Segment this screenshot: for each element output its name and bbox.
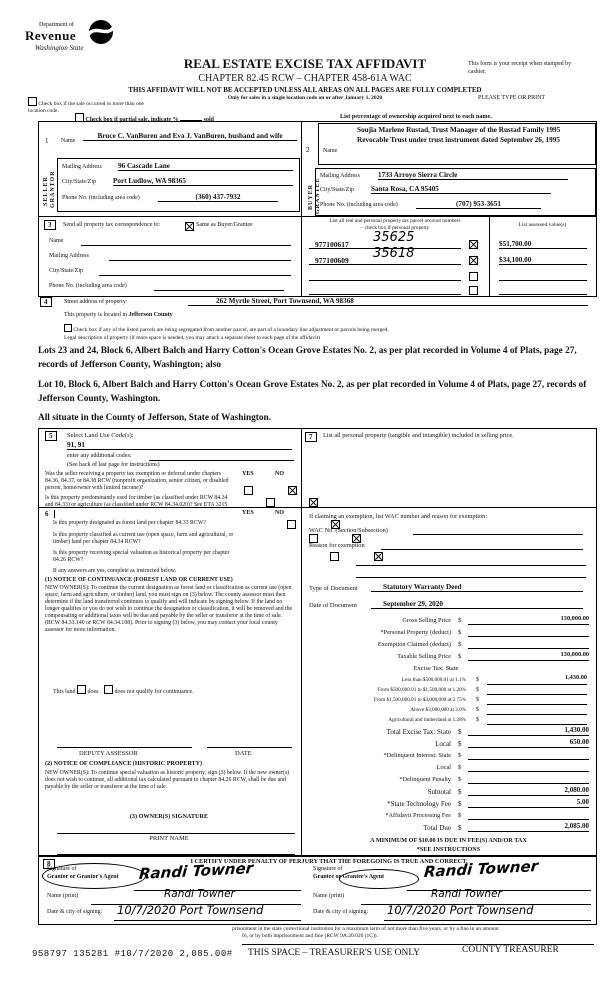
grantor-print-label: Name (print) — [47, 893, 79, 899]
party-table — [38, 121, 597, 297]
row-value[interactable] — [468, 774, 589, 784]
grantee-date-value[interactable]: 10/7/2020 Port Townsend — [387, 903, 534, 917]
s6-q2-text: Is this property classified as current use (open space, farm and agricultural, or timber) land per chapter 84.34 RCW? — [53, 532, 234, 546]
seller-name-label: Name — [61, 138, 76, 144]
s6-q1-text: Is this property designated as forest land per chapter 84.33 RCW? — [53, 520, 206, 526]
multi-location-label: Check box if the sale occurred in more than one location code. — [28, 101, 144, 115]
row-label: Subtotal — [427, 788, 451, 796]
row-label: Local — [435, 740, 451, 748]
land-qualify-line — [53, 685, 194, 695]
multi-location-checkbox[interactable] — [28, 97, 37, 106]
row-label: Gross Selling Price — [402, 617, 451, 624]
parcel-row — [301, 246, 489, 265]
row-value[interactable] — [468, 750, 589, 760]
dollar-sign: $ — [458, 752, 462, 759]
seller-name-value[interactable]: Bruce C. VanBuren and Eva J. VanBuren, husband and wife — [83, 132, 297, 141]
seller-number: 1 — [45, 137, 49, 145]
row-label: *Personal Property (deduct) — [380, 629, 451, 636]
grantee-role-label: GRANTEE — [315, 177, 321, 214]
perjury-note — [232, 926, 592, 941]
buyer-mailing-label: Mailing Address — [320, 173, 360, 179]
taxable-selling-price-row — [301, 653, 596, 664]
seller-phone-label: Phone No. (including area code) — [62, 195, 140, 201]
grantee-signature[interactable]: Randi Towner — [423, 856, 539, 882]
located-prefix: This property is located in — [64, 312, 127, 318]
county-treasurer-label: COUNTY TREASURER — [462, 945, 559, 955]
dollar-sign: $ — [476, 697, 479, 703]
grantee-date-label: Date & city of signing: — [313, 909, 369, 915]
dollar-sign: $ — [458, 812, 462, 819]
dollar-sign: $ — [458, 764, 462, 771]
land-does-label: does — [87, 689, 99, 695]
tier-label: From $500,000.01 to $1,500,000 at 1.28% — [377, 687, 466, 693]
minimum-fee-note: A MINIMUM OF $10.00 IS DUE IN FEE(S) AND/OR TAX — [370, 837, 527, 844]
s5-q2-yes-checkbox[interactable] — [266, 498, 275, 507]
parcel-number: 977100609 — [315, 256, 349, 265]
parcel-row — [301, 284, 489, 294]
seller-city-label: City/State/Zip — [62, 179, 96, 185]
assessor-date-field[interactable] — [207, 741, 292, 748]
grantor-sig-role: Grantor or Grantor's Agent — [47, 874, 119, 880]
dollar-sign: $ — [458, 653, 462, 660]
reason-field[interactable] — [381, 542, 583, 550]
assessed-header: List assessed value(s) — [518, 222, 567, 228]
treasurer-space-label: THIS SPACE – TREASURER'S USE ONLY — [248, 948, 421, 958]
parcel-header-1: List all real and personal property tax parcel account numbers — [329, 218, 461, 224]
grantor-print-name[interactable]: Randi Towner — [164, 888, 235, 900]
logo-revenue: Revenue — [25, 28, 77, 43]
located-county: Jefferson County — [128, 312, 173, 318]
dor-swoosh-icon — [87, 18, 115, 46]
legal-paragraph-2: Lot 10, Block 6, Albert Balch and Harry Cotton's Ocean Grove Estates No. 2, as per plat recorded in Volume 4 of Plats, page 27, records of Jefferson County, Washington. — [38, 380, 587, 404]
personal-property-label: List all personal property (tangible and intangible) included in selling price. — [323, 432, 514, 439]
grantor-signature[interactable]: Randi Towner — [138, 858, 254, 884]
row-value: 1,430.00 — [468, 726, 589, 736]
tier-label: Agricultural and timberland at 1.28% — [388, 717, 466, 723]
parcel-header-2: – check box if personal property — [360, 224, 430, 231]
see-instructions-note: *SEE INSTRUCTIONS — [416, 846, 481, 853]
owners-print-name-field[interactable] — [57, 848, 295, 855]
section6-number: 6 — [45, 510, 55, 518]
row-label: *Delinquent Penalty — [399, 776, 451, 783]
grantor-date-label: Date & city of signing: — [47, 909, 103, 915]
notice1-title: (1) NOTICE OF CONTINUANCE (FOREST LAND OR CURRENT USE) — [45, 577, 233, 583]
row-value[interactable] — [468, 639, 589, 649]
ownership-note: List percentage of ownership acquired next to each name. — [340, 113, 492, 120]
row-label: *Affidavit Processing Fee — [385, 812, 451, 819]
total-due-row — [301, 824, 596, 835]
row-label: Total Excise Tax: State — [386, 728, 451, 736]
seller-phone-value[interactable]: (360) 437-7932 — [158, 193, 278, 202]
s5-q2-text: Is this property predominantly used for timber (as classified under RCW 84.34 and 84.33) or agriculture (as classified under RCW 84.34.020)? See ETA 3215 — [45, 495, 228, 509]
grantee-sig-role: Grantee or Grantee's Agent — [313, 874, 385, 880]
notice2-title: (2) NOTICE OF COMPLIANCE (HISTORIC PROPERTY) — [45, 761, 203, 767]
grantee-sig-label: Signature of — [313, 866, 343, 872]
legal-paragraph-1: Lots 23 and 24, Block 6, Albert Balch and Harry Cotton's Ocean Grove Estates No. 2, as per plat recorded in Volume 4 of Plats, page 27, records of Jefferson County, Washington; also — [38, 346, 577, 370]
dollar-sign: $ — [458, 776, 462, 783]
dollar-sign: $ — [458, 728, 462, 736]
row-value[interactable] — [468, 810, 589, 820]
tier-label: Above $3,000,000 at 3.0% — [410, 707, 466, 713]
correspondence-label: Send all property tax correspondence to: — [63, 222, 161, 228]
parcel-number: 977100617 — [315, 240, 349, 249]
seller-section — [39, 122, 301, 216]
dollar-sign: $ — [476, 687, 479, 693]
parcel-row — [301, 270, 489, 280]
row-label: *Delinquent Interest: State — [383, 752, 451, 759]
please-type-note: PLEASE TYPE OR PRINT — [478, 95, 546, 101]
row-value[interactable]: 130,000.00 — [468, 651, 589, 661]
wac-label: WAC No. (Section/Subsection) — [309, 527, 388, 534]
parcel-number-field[interactable] — [309, 286, 461, 295]
land-does-not-checkbox[interactable] — [104, 685, 113, 694]
land-use-section — [39, 429, 301, 856]
additional-codes-label: enter any additional codes: — [67, 453, 132, 459]
tier-label: From $1,500,000.01 to $3,000,000 at 2.75% — [373, 697, 466, 703]
wac-number-field[interactable] — [413, 527, 583, 535]
buyer-name-box — [318, 123, 596, 165]
segregation-label: Check box if any of the listed parcels are being segregated from another parcel, are part of a boundary line adjustment or parcels being merged. — [73, 327, 389, 333]
parcel-personal-checkbox[interactable] — [469, 286, 478, 295]
dollar-sign: $ — [458, 641, 462, 648]
section7-number: 7 — [305, 432, 317, 442]
dollar-sign: $ — [458, 629, 462, 636]
land-does-checkbox[interactable] — [77, 685, 86, 694]
exemption-claim-label: If claiming an exemption, list WAC number and reason for exemption: — [309, 513, 488, 520]
dollar-sign: $ — [458, 740, 462, 748]
row-label: *State Technology Fee — [387, 800, 451, 808]
row-value: 650.00 — [468, 738, 589, 748]
buyer-number: 2 — [306, 146, 310, 154]
s6-instruction: If any answers are yes, complete as instructed below. — [53, 568, 176, 574]
parcel-handwritten: 35618 — [373, 246, 415, 261]
grantor-sig-label: Signature of — [47, 866, 77, 872]
seller-address-box — [57, 158, 300, 212]
dollar-sign: $ — [458, 824, 462, 832]
dollar-sign: $ — [458, 617, 462, 624]
s5-q1-yes-checkbox[interactable] — [244, 486, 253, 495]
dollar-sign: $ — [476, 717, 479, 723]
land-use-label: Select Land Use Code(s): — [67, 432, 134, 439]
notice2-body: NEW OWNER(S): To continue special valuation as historic property, sign (3) below. If the new owner(s) does not wish to continue, all additional tax calculated pursuant to chapter 84.26 RCW, shall be due and payable by the seller or transferor at the time of sale. — [45, 770, 290, 791]
seller-role-label: SELLER — [43, 176, 49, 206]
assessed-value-field[interactable] — [499, 286, 587, 295]
form-warning: THIS AFFIDAVIT WILL NOT BE ACCEPTED UNLESS ALL AREAS ON ALL PAGES ARE FULLY COMPLETED — [128, 86, 482, 94]
yes-header: YES — [242, 471, 254, 477]
street-address-value[interactable]: 262 Myrtle Street, Port Townsend, WA 98368 — [188, 297, 588, 306]
grantor-date-value[interactable]: 10/7/2020 Port Townsend — [117, 903, 264, 917]
partial-sale-suffix: sold — [203, 117, 215, 123]
buyer-phone-label: Phone No. (including area code) — [320, 202, 398, 208]
buyer-mailing-value[interactable]: 1733 Arroyo Sierra Circle — [378, 171, 568, 180]
tier-row — [301, 716, 596, 726]
corr-city-label: City/State/Zip — [49, 268, 83, 274]
deputy-assessor-label: DEPUTY ASSESSOR — [79, 750, 138, 757]
print-name-label: PRINT NAME — [149, 835, 189, 842]
mid-table — [38, 428, 597, 857]
parcel-section — [301, 216, 489, 296]
parcel-personal-checkbox[interactable] — [469, 240, 478, 249]
tier-value[interactable] — [487, 714, 587, 725]
no-header: NO — [275, 471, 284, 477]
row-value: 2,085.00 — [468, 822, 589, 832]
buyer-role-label: BUYER — [308, 183, 314, 210]
perjury-line-1: prisonment in the state correctional institution for a maximum term of not more than five years, or by a fine in an amount — [232, 926, 499, 932]
section3-number: 3 — [44, 220, 56, 230]
corr-phone-field[interactable] — [154, 283, 284, 291]
assessed-value: $51,700.00 — [499, 240, 587, 249]
grantee-print-name[interactable]: Randi Towner — [431, 888, 502, 900]
seller-mailing-value[interactable]: 96 Cascade Lane — [118, 162, 293, 171]
seller-mailing-label: Mailing Address — [62, 164, 102, 170]
parcel-handwritten: 35625 — [373, 230, 415, 245]
corr-name-field[interactable] — [81, 238, 291, 246]
segregation-checkbox[interactable] — [64, 324, 72, 332]
reason-field-3[interactable] — [356, 570, 586, 578]
corr-mailing-label: Mailing Address — [49, 253, 89, 259]
row-value: 2,080.00 — [468, 786, 589, 796]
dollar-sign: $ — [476, 707, 479, 713]
notice1-body: NEW OWNER(S): To continue the current designation as forest land or classification as current use (open space, farm and agriculture, or timber) land, you must sign on (3) below. The county assessor must then determine if the land transferred continues to qualify and will indicate by signing below. If the land no longer qualifies or you do not wish to continue the designation or classification, it will be removed and the compensating or additional taxes will be due and payable by the seller or transferor at the time of sale. (RCW 84.33.140 or RCW 84.34.108). Prior to signing (3) below, you may contact your local county assessor for more information. — [45, 585, 293, 634]
legal-paragraph-3: All situate in the County of Jefferson, State of Washington. — [38, 413, 272, 423]
assessor-date-label: DATE — [235, 750, 252, 757]
corr-mailing-field[interactable] — [109, 253, 291, 261]
s6-q1-yes-checkbox[interactable] — [287, 520, 296, 529]
see-back-note: (See back of last page for instructions) — [67, 462, 160, 468]
tax-section — [301, 429, 596, 856]
tier-value[interactable]: 1,430.00 — [487, 674, 587, 685]
reason-field-2[interactable] — [356, 558, 586, 566]
dollar-sign: $ — [458, 800, 462, 808]
logo-state: Washington State — [35, 44, 84, 52]
corr-phone-label: Phone No. (including area code) — [49, 283, 127, 289]
row-label: Total Due — [423, 824, 451, 832]
correspondence-section — [39, 216, 301, 296]
grantor-role-label: GRANTOR — [50, 170, 56, 208]
buyer-section — [301, 122, 596, 216]
buyer-phone-value[interactable]: (707) 953-3651 — [416, 200, 541, 209]
form-title: REAL ESTATE EXCISE TAX AFFIDAVIT — [183, 56, 427, 71]
row-label: Local — [436, 764, 451, 771]
dollar-sign: $ — [476, 677, 479, 683]
certify-statement: I CERTIFY UNDER PENALTY OF PERJURY THAT THE FOREGOING IS TRUE AND CORRECT. — [190, 858, 468, 865]
logo-dept-line: Department of — [39, 22, 74, 28]
perjury-line-2: 0), or by both imprisonment and fine (RCW 9A.20.020 (1C)). — [242, 933, 379, 940]
row-value: 5.00 — [468, 798, 589, 808]
document-date-value[interactable]: September 29, 2020 — [371, 600, 583, 609]
land-prefix: This land — [53, 689, 76, 695]
reason-label: Reason for exemption — [309, 542, 365, 549]
deputy-assessor-signature-field[interactable] — [57, 741, 192, 748]
buyer-name-value[interactable]: Soujia Marlene Rustad, Trust Manager of the Rustad Family 1995 Revocable Trust under trust instrument dated September 26, 1995 — [357, 126, 561, 144]
row-value[interactable] — [468, 762, 589, 772]
owners-signature-field[interactable] — [57, 827, 295, 834]
buyer-city-label: City/State/Zip — [320, 187, 354, 193]
section4-number: 4 — [40, 297, 52, 307]
section8-number: 8 — [43, 859, 55, 869]
land-use-code-value[interactable]: 91, 91 — [67, 441, 292, 450]
s5-q1-text: Was the seller receiving a property tax exemption or deferral under chapters 84.36, 84.37, or 84.38 RCW (nonprofit organization, senior citizen, or disabled person, homeowner with limited income)? — [45, 471, 229, 492]
assessed-section — [489, 216, 596, 296]
no-header: NO — [275, 510, 284, 516]
buyer-name-label: Name — [323, 148, 338, 154]
treasurer-stamp: 958797 135281 #10/7/2020 2,085.00# — [32, 949, 233, 959]
certification-section — [38, 855, 597, 925]
single-location-note: Only for sales in a single location code on or after January 1, 2020 — [227, 95, 383, 101]
s6-q3-text: Is this property receiving special valuation as historical property per chapter 84.26 RCW? — [53, 550, 230, 564]
document-type-value[interactable]: Statutory Warranty Deed — [371, 583, 583, 592]
corr-city-field[interactable] — [99, 268, 291, 276]
same-as-buyer-checkbox[interactable] — [185, 222, 194, 231]
row-value[interactable] — [468, 627, 589, 637]
partial-sale-prefix: Check box if partial sale, indicate % — [85, 117, 179, 123]
dollar-sign: $ — [458, 788, 462, 796]
additional-codes-field[interactable] — [149, 453, 294, 461]
row-value[interactable]: 130,000.00 — [468, 615, 589, 625]
s5-q1-no-checkbox[interactable] — [288, 486, 297, 495]
legal-description-label: Legal description of property (if more space is needed, you may attach a separate sheet to each page of the affidavit) — [64, 335, 320, 341]
owners-signature-label: (3) OWNER(S) SIGNATURE — [129, 813, 209, 820]
section5-number: 5 — [45, 431, 57, 441]
row-label: Taxable Selling Price — [397, 653, 451, 660]
form-chapter: CHAPTER 82.45 RCW – CHAPTER 458-61A WAC — [198, 73, 412, 84]
street-address-label: Street address of property: — [64, 299, 128, 305]
buyer-address-box — [315, 168, 596, 216]
parcel-number-field[interactable] — [309, 272, 461, 281]
hand-drawn-oval — [42, 863, 146, 889]
tier-label: Less than $500,000.01 at 1.1% — [401, 677, 466, 683]
seller-city-value[interactable]: Port Ludlow, WA 98365 — [113, 177, 293, 186]
land-does-not-label: does not qualify for continuance. — [114, 689, 194, 695]
parcel-personal-checkbox[interactable] — [469, 256, 478, 265]
dor-logo — [25, 22, 145, 52]
yes-header: YES — [242, 510, 254, 516]
excise-tax-state-label: Excise Tax: State — [413, 665, 459, 672]
document-type-label: Type of Document — [309, 585, 358, 592]
document-date-label: Date of Document — [309, 602, 358, 609]
parcel-personal-checkbox[interactable] — [469, 272, 478, 281]
assessed-value-field[interactable] — [499, 272, 587, 281]
same-as-buyer-label: Same as Buyer/Grantee — [196, 222, 253, 228]
buyer-city-value[interactable]: Santa Rosa, CA 95405 — [371, 185, 551, 194]
row-label: Exemption Claimed (deduct) — [377, 641, 451, 648]
corr-name-label: Name — [49, 238, 64, 244]
receipt-note: This form is your receipt when stamped by cashier. — [468, 61, 572, 75]
assessed-value: $34,100.00 — [499, 256, 587, 265]
grantee-print-label: Name (print) — [313, 893, 345, 899]
